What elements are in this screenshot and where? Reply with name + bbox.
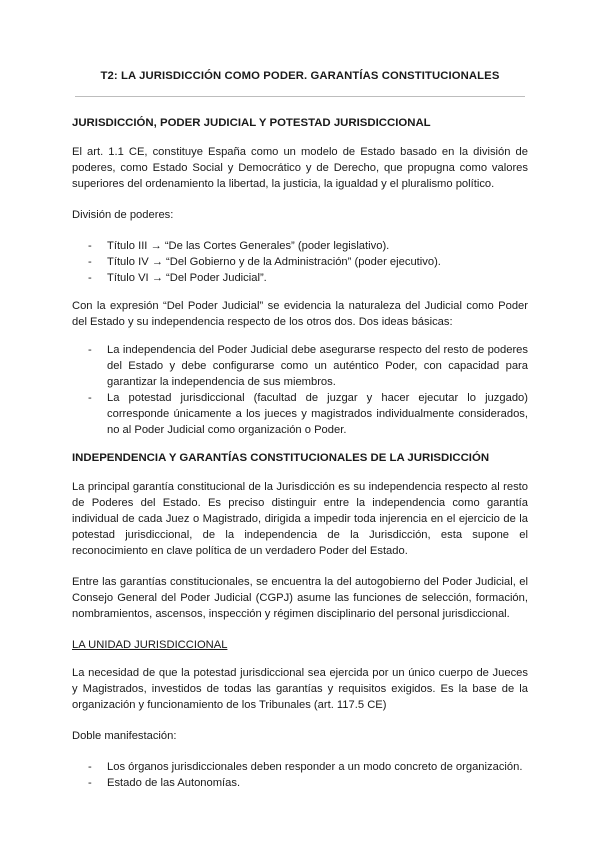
document-title: T2: LA JURISDICCIÓN COMO PODER. GARANTÍAS CONSTITUCIONALES xyxy=(100,70,500,82)
paragraph-unidad: La necesidad de que la potestad jurisdiccional sea ejercida por un único cuerpo de Jueces y Magistrados, investidos de todas las garantías y requisitos exigidos. Es la base de la organización y funcionamiento de los Tribunales (art. 117.5 CE) xyxy=(72,667,528,711)
list-item: - Título IV → “Del Gobierno y de la Administración” (poder ejecutivo). xyxy=(72,254,528,270)
subheading-unidad: LA UNIDAD JURISDICCIONAL xyxy=(72,639,228,651)
title-divider xyxy=(75,96,525,97)
manifest-label: Doble manifestación: xyxy=(72,730,177,742)
paragraph-art-1-1: El art. 1.1 CE, constituye España como un modelo de Estado basado en la división de poderes, como Estado Social y Democrático y de Derecho, que propugna como valores superiores del ordenamiento la libertad, la justicia, la igualdad y el pluralismo político. xyxy=(72,146,528,190)
list-item: - Los órganos jurisdiccionales deben responder a un modo concreto de organización. xyxy=(72,759,528,775)
division-list xyxy=(72,238,528,286)
section-heading-jurisdiccion: JURISDICCIÓN, PODER JUDICIAL Y POTESTAD JURISDICCIONAL xyxy=(72,117,431,129)
section-heading-independencia: INDEPENDENCIA Y GARANTÍAS CONSTITUCIONALES DE LA JURISDICCIÓN xyxy=(72,452,490,464)
list-item: - La potestad jurisdiccional (facultad de juzgar y hacer ejecutar lo juzgado) corresponde únicamente a los jueces y magistrados individualmente considerados, no al Poder Judicial como organización o Poder. xyxy=(72,390,528,438)
paragraph-autogobierno: Entre las garantías constitucionales, se encuentra la del autogobierno del Poder Judicial, el Consejo General del Poder Judicial (CGPJ) asume las funciones de selección, formación, nombramientos, ascensos, inspección y régimen disciplinario del personal jurisdiccional. xyxy=(72,576,528,620)
list-item: - Estado de las Autonomías. xyxy=(72,775,528,791)
list-item: - Título III → “De las Cortes Generales” (poder legislativo). xyxy=(72,238,528,254)
paragraph-garantia-principal: La principal garantía constitucional de la Jurisdicción es su independencia respecto al resto de Poderes del Estado. Es preciso distinguir entre la independencia como garantía individual de cada Juez o Magistrado, dirigida a impedir toda injerencia en el ejercicio de la potestad jurisdiccional, de la independencia de la Jurisdicción, esta supone el reconocimiento en clave política de un verdadero Poder del Estado. xyxy=(72,481,528,557)
list-item: - Título VI → “Del Poder Judicial”. xyxy=(72,270,528,286)
paragraph-expression: Con la expresión “Del Poder Judicial” se evidencia la naturaleza del Judicial como Poder del Estado y su independencia respecto de los otros dos. Dos ideas básicas: xyxy=(72,300,528,328)
ideas-list xyxy=(72,342,528,438)
manifest-list xyxy=(72,759,528,791)
document-body xyxy=(72,115,528,803)
division-label: División de poderes: xyxy=(72,209,174,221)
list-item: - La independencia del Poder Judicial debe asegurarse respecto del resto de poderes del Estado y debe configurarse como un auténtico Poder, con capacidad para garantizar la independencia de sus miembros. xyxy=(72,342,528,390)
